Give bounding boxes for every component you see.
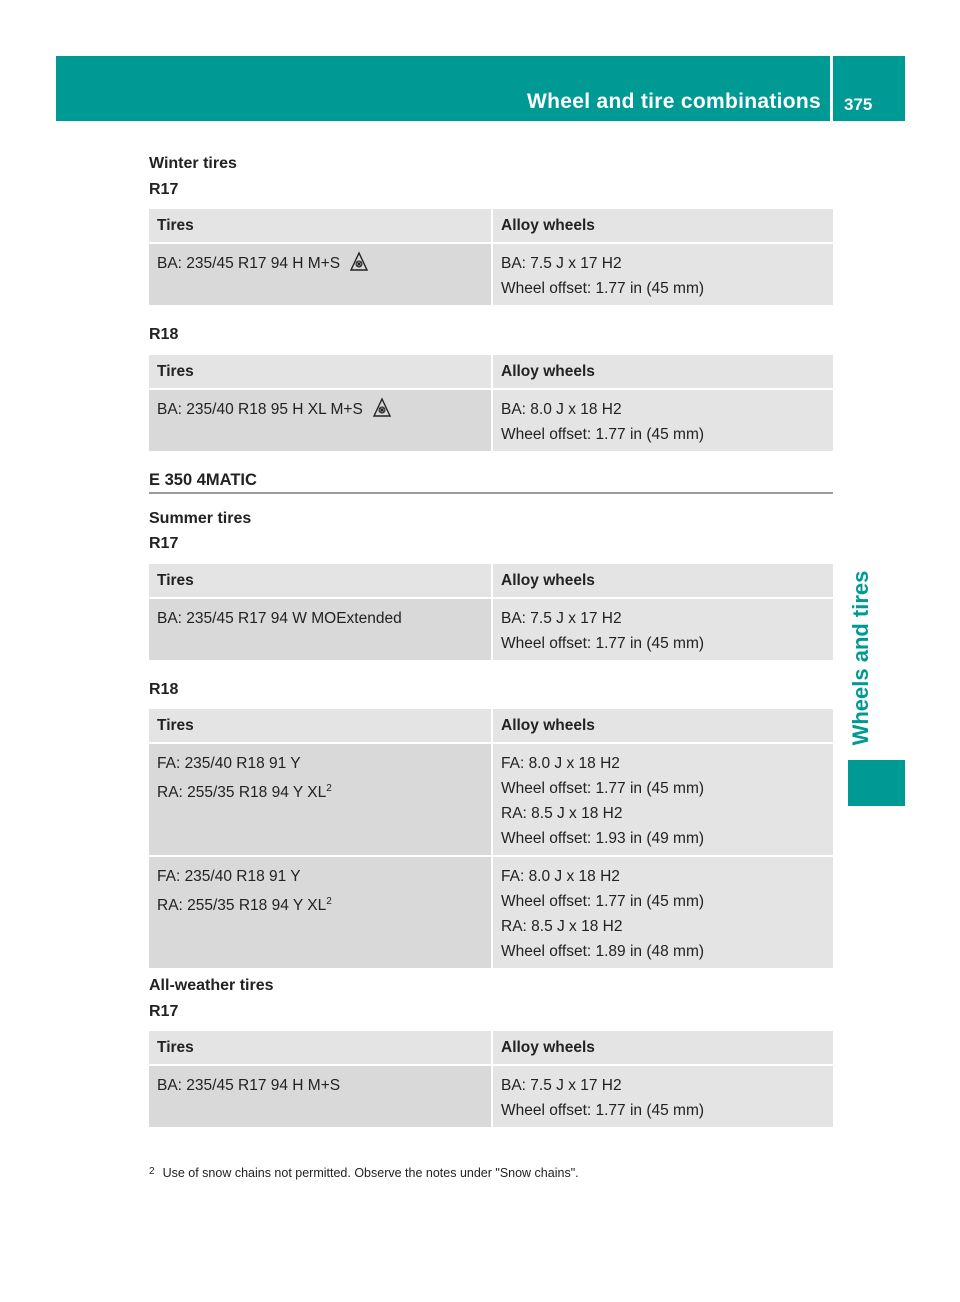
tire-cell (149, 856, 492, 969)
heading-r18: R18 (149, 681, 179, 698)
rear-wheel-offset: Wheel offset: 1.93 in (49 mm) (501, 830, 705, 847)
snowflake-mountain-icon (350, 251, 368, 279)
side-chapter-label-text: Wheels and tires (848, 570, 873, 746)
wheel-cell (492, 856, 833, 969)
table-row (149, 856, 833, 969)
heading-r18: R18 (149, 326, 179, 343)
wheel-offset: Wheel offset: 1.77 in (45 mm) (501, 280, 705, 297)
snowflake-mountain-icon (373, 397, 391, 425)
rear-wheel-spec: RA: 8.5 J x 18 H2 (501, 918, 623, 935)
wheel-spec: BA: 8.0 J x 18 H2 (501, 401, 622, 418)
table-row (149, 243, 833, 306)
wheel-cell (492, 743, 833, 856)
front-wheel-offset: Wheel offset: 1.77 in (45 mm) (501, 893, 705, 910)
heading-r17: R17 (149, 181, 179, 198)
section-title: E 350 4MATIC (149, 471, 257, 489)
front-wheel-offset: Wheel offset: 1.77 in (45 mm) (501, 780, 705, 797)
heading-r17: R17 (149, 535, 179, 552)
wheel-cell (492, 243, 833, 306)
front-tire-spec: FA: 235/40 R18 91 Y (157, 755, 301, 772)
col-header-tires: Tires (149, 209, 492, 243)
table-winter-r18 (149, 355, 833, 453)
side-chapter-label (842, 562, 880, 754)
wheel-offset: Wheel offset: 1.77 in (45 mm) (501, 1102, 705, 1119)
heading-summer-tires: Summer tires (149, 510, 252, 527)
tire-cell (149, 243, 492, 306)
col-header-alloy-wheels: Alloy wheels (492, 209, 833, 243)
table-winter-r17 (149, 209, 833, 307)
section-divider (149, 492, 833, 494)
table-row (149, 389, 833, 452)
footnote-ref: 2 (326, 783, 332, 794)
col-header-tires: Tires (149, 709, 492, 743)
rear-wheel-spec: RA: 8.5 J x 18 H2 (501, 805, 623, 822)
side-chapter-tab (848, 760, 905, 806)
wheel-cell (492, 1065, 833, 1128)
col-header-alloy-wheels: Alloy wheels (492, 564, 833, 598)
tire-spec: BA: 235/45 R17 94 W MOExtended (157, 610, 402, 627)
front-wheel-spec: FA: 8.0 J x 18 H2 (501, 868, 620, 885)
tire-cell (149, 743, 492, 856)
tire-spec: BA: 235/45 R17 94 H M+S (157, 255, 341, 272)
table-all-weather-r17 (149, 1031, 833, 1129)
table-row (149, 598, 833, 661)
footnote-text: Use of snow chains not permitted. Observe the notes under "Snow chains". (162, 1166, 579, 1180)
wheel-cell (492, 389, 833, 452)
table-row (149, 743, 833, 856)
page-header (56, 56, 905, 121)
tire-cell (149, 389, 492, 452)
chapter-title: Wheel and tire combinations (527, 90, 821, 113)
tire-cell (149, 598, 492, 661)
front-wheel-spec: FA: 8.0 J x 18 H2 (501, 755, 620, 772)
wheel-spec: BA: 7.5 J x 17 H2 (501, 610, 622, 627)
front-tire-spec: FA: 235/40 R18 91 Y (157, 868, 301, 885)
rear-tire-spec: RA: 255/35 R18 94 Y XL (157, 784, 327, 802)
col-header-tires: Tires (149, 1031, 492, 1065)
heading-r17: R17 (149, 1003, 179, 1020)
header-divider (830, 56, 833, 121)
rear-tire-spec: RA: 255/35 R18 94 Y XL (157, 897, 327, 915)
table-row (149, 1065, 833, 1128)
footnote (149, 1166, 579, 1180)
footnote-ref: 2 (326, 896, 332, 907)
wheel-offset: Wheel offset: 1.77 in (45 mm) (501, 426, 705, 443)
wheel-cell (492, 598, 833, 661)
page-number: 375 (844, 95, 873, 114)
wheel-spec: BA: 7.5 J x 17 H2 (501, 1077, 622, 1094)
tire-spec: BA: 235/45 R17 94 H M+S (157, 1077, 341, 1094)
col-header-alloy-wheels: Alloy wheels (492, 709, 833, 743)
col-header-alloy-wheels: Alloy wheels (492, 1031, 833, 1065)
rear-wheel-offset: Wheel offset: 1.89 in (48 mm) (501, 943, 705, 960)
wheel-spec: BA: 7.5 J x 17 H2 (501, 255, 622, 272)
tire-spec: BA: 235/40 R18 95 H XL M+S (157, 401, 363, 418)
wheel-offset: Wheel offset: 1.77 in (45 mm) (501, 635, 705, 652)
heading-winter-tires: Winter tires (149, 155, 237, 172)
col-header-tires: Tires (149, 564, 492, 598)
footnote-number: 2 (149, 1166, 155, 1177)
table-summer-r18 (149, 709, 833, 970)
tire-cell (149, 1065, 492, 1128)
table-summer-r17 (149, 564, 833, 662)
col-header-tires: Tires (149, 355, 492, 389)
col-header-alloy-wheels: Alloy wheels (492, 355, 833, 389)
heading-all-weather-tires: All-weather tires (149, 977, 274, 994)
